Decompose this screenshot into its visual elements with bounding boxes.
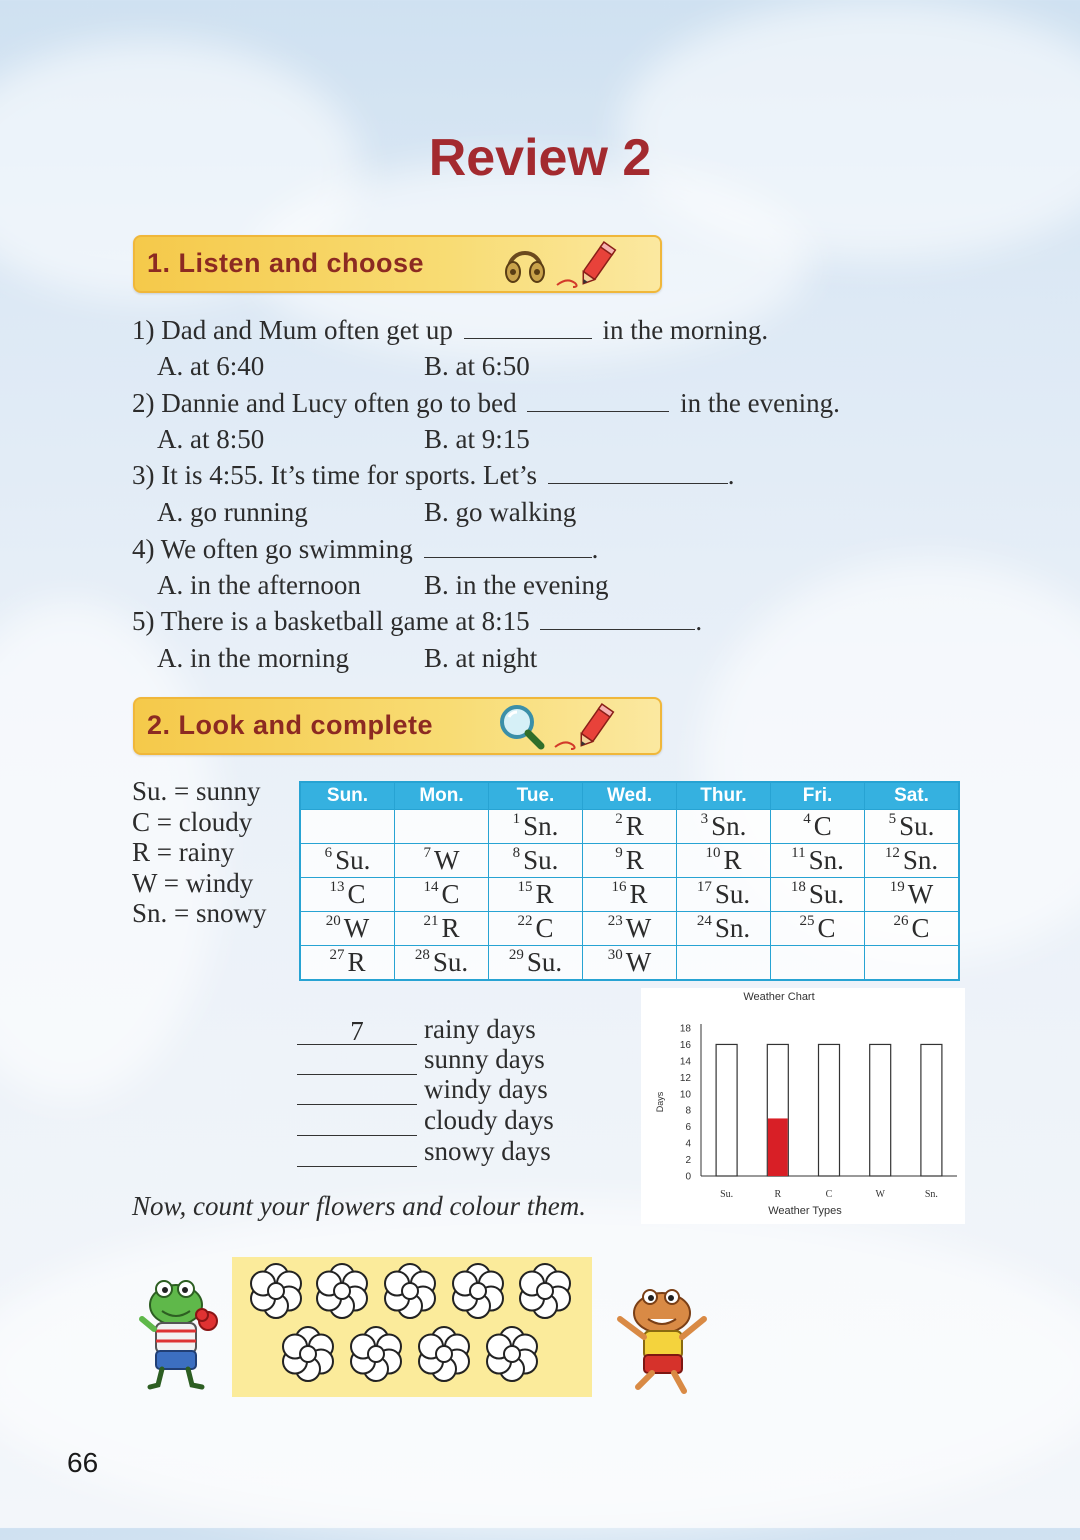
- chart-y-tick-label: 10: [679, 1089, 691, 1101]
- calendar-date: 3: [700, 811, 709, 827]
- calendar-day-header: Fri.: [771, 782, 865, 810]
- question-3-blank[interactable]: [548, 461, 728, 484]
- chart-y-tick-label: 6: [685, 1122, 691, 1134]
- calendar-cell: [583, 844, 677, 878]
- page-number: 66: [67, 1447, 99, 1478]
- calendar-weather: R: [625, 845, 644, 875]
- chart-x-tick-label: C: [825, 1189, 833, 1200]
- calendar-date: 20: [325, 913, 341, 929]
- calendar-cell: [300, 844, 395, 878]
- calendar-day-header: Sat.: [865, 782, 960, 810]
- chart-x-tick-label: Su.: [720, 1189, 734, 1200]
- question-5-option-a[interactable]: A. in the morning: [157, 643, 349, 673]
- count-answer-blank[interactable]: [297, 1046, 417, 1075]
- calendar-weather: W: [343, 913, 370, 943]
- calendar-date: 23: [607, 913, 623, 929]
- count-row-cloudy: [297, 1105, 554, 1136]
- calendar-date: 17: [696, 879, 712, 895]
- chart-x-tick-label: Sn.: [924, 1189, 938, 1200]
- chart-y-tick-label: 18: [679, 1023, 691, 1035]
- weather-calendar: [299, 781, 960, 981]
- count-label: rainy days: [424, 1014, 536, 1044]
- calendar-weather: Sn.: [714, 913, 751, 943]
- flower-icon[interactable]: [385, 1264, 435, 1318]
- question-1: [132, 315, 768, 346]
- calendar-day-header: Thur.: [677, 782, 771, 810]
- calendar-date: 6: [324, 845, 333, 861]
- calendar-header-row: [300, 782, 959, 810]
- calendar-weather: R: [629, 879, 648, 909]
- calendar-cell: [489, 810, 583, 844]
- page-title: Review 2: [428, 129, 652, 187]
- chart-bar-outline: [716, 1044, 737, 1176]
- toad-character-icon: [608, 1283, 712, 1395]
- count-row-snowy: [297, 1136, 551, 1167]
- calendar-weather: Su.: [714, 879, 751, 909]
- calendar-week-row: [300, 878, 959, 912]
- calendar-date: 15: [517, 879, 533, 895]
- question-4-option-b[interactable]: B. in the evening: [424, 570, 609, 600]
- question-2: [132, 388, 840, 419]
- calendar-date: 8: [512, 845, 521, 861]
- calendar-week-row: [300, 912, 959, 946]
- calendar-weather: R: [441, 913, 460, 943]
- question-2-stem: 2) Dannie and Lucy often go to bed: [132, 388, 517, 418]
- question-5: [132, 606, 702, 637]
- calendar-date: 25: [799, 913, 815, 929]
- section-1-banner: [133, 235, 662, 293]
- count-row-windy: [297, 1074, 548, 1105]
- count-label: windy days: [424, 1074, 548, 1104]
- question-1-option-a[interactable]: A. at 6:40: [157, 351, 265, 381]
- calendar-weather: Sn.: [808, 845, 844, 875]
- question-4-blank[interactable]: [424, 535, 592, 558]
- calendar-date: 29: [508, 947, 524, 963]
- chart-x-tick-label: R: [774, 1189, 782, 1200]
- chart-y-tick-label: 2: [685, 1155, 691, 1167]
- calendar-cell: [771, 844, 865, 878]
- calendar-cell: [865, 912, 960, 946]
- question-5-tail: .: [695, 606, 703, 636]
- calendar-cell: [300, 878, 395, 912]
- calendar-week-row: [300, 844, 959, 878]
- calendar-day-header: Wed.: [583, 782, 677, 810]
- legend-item: Su. = sunny: [132, 776, 261, 806]
- calendar-weather: Sn.: [711, 811, 747, 841]
- count-answer-blank[interactable]: 7: [297, 1016, 417, 1045]
- calendar-weather: R: [625, 811, 644, 841]
- question-3-stem: 3) It is 4:55. It’s time for sports. Let’s: [132, 460, 537, 490]
- calendar-weather: Su.: [808, 879, 845, 909]
- question-2-tail: in the evening.: [680, 388, 840, 418]
- calendar-cell: [583, 912, 677, 946]
- calendar-weather: C: [347, 879, 366, 909]
- flower-panel: [232, 1257, 592, 1397]
- calendar-date: 28: [414, 947, 430, 963]
- count-answer-blank[interactable]: [297, 1107, 417, 1136]
- calendar-date: 18: [790, 879, 806, 895]
- question-1-option-b[interactable]: B. at 6:50: [424, 351, 530, 381]
- calendar-cell: [300, 810, 395, 844]
- calendar-cell: [395, 946, 489, 981]
- question-3-option-b[interactable]: B. go walking: [424, 497, 577, 527]
- calendar-day-header: Tue.: [489, 782, 583, 810]
- section-2-heading: 2. Look and complete: [147, 710, 434, 740]
- calendar-weather: R: [535, 879, 554, 909]
- chart-x-tick-label: W: [875, 1189, 885, 1200]
- calendar-cell: [865, 946, 960, 981]
- count-row-sunny: [297, 1044, 545, 1075]
- calendar-weather: C: [813, 811, 832, 841]
- count-answer-blank[interactable]: [297, 1138, 417, 1167]
- question-4-option-a[interactable]: A. in the afternoon: [157, 570, 361, 600]
- calendar-weather: R: [347, 947, 366, 977]
- chart-y-axis-label: Days: [655, 1091, 665, 1113]
- chart-y-tick-label: 14: [679, 1056, 691, 1068]
- flower-icon[interactable]: [317, 1264, 367, 1318]
- calendar-weather: Su.: [432, 947, 469, 977]
- question-4-tail: .: [591, 534, 599, 564]
- frog-character-icon: [132, 1275, 224, 1393]
- count-label: cloudy days: [424, 1105, 554, 1135]
- calendar-date: 11: [791, 845, 806, 861]
- calendar-cell: [771, 946, 865, 981]
- calendar-date: 24: [696, 913, 712, 929]
- flower-icon[interactable]: [419, 1327, 469, 1381]
- calendar-date: 10: [705, 845, 721, 861]
- flower-icon[interactable]: [251, 1264, 301, 1318]
- calendar-week-row: [300, 946, 959, 981]
- calendar-weather: Su.: [526, 947, 563, 977]
- calendar-date: 26: [893, 913, 909, 929]
- calendar-date: 5: [888, 811, 897, 827]
- count-row-rainy: [297, 1014, 536, 1045]
- calendar-cell: [300, 912, 395, 946]
- calendar-date: 22: [517, 913, 533, 929]
- magnifier-icon: [495, 701, 547, 753]
- chart-x-axis-label: Weather Types: [768, 1205, 842, 1217]
- chart-bar-fill: [768, 1118, 788, 1176]
- weather-legend: [132, 776, 267, 929]
- question-2-blank[interactable]: [527, 389, 669, 412]
- calendar-cell: [300, 946, 395, 981]
- question-3: [132, 460, 734, 491]
- calendar-cell: [583, 946, 677, 981]
- calendar-cell: [677, 810, 771, 844]
- chart-bar-outline: [819, 1044, 840, 1176]
- calendar-cell: [677, 946, 771, 981]
- calendar-date: 2: [615, 811, 623, 827]
- calendar-weather: W: [907, 879, 934, 909]
- calendar-cell: [489, 912, 583, 946]
- chart-bar-outline: [921, 1044, 942, 1176]
- calendar-weather: C: [911, 913, 930, 943]
- calendar-weather: W: [434, 845, 460, 875]
- calendar-cell: [771, 912, 865, 946]
- count-label: snowy days: [424, 1136, 551, 1166]
- calendar-weather: Su.: [899, 811, 935, 841]
- calendar-weather: C: [535, 913, 554, 943]
- calendar-weather: C: [441, 879, 460, 909]
- calendar-weather: Sn.: [902, 845, 939, 875]
- calendar-cell: [677, 878, 771, 912]
- calendar-weather: C: [817, 913, 836, 943]
- legend-item: C = cloudy: [132, 806, 253, 837]
- question-4-stem: 4) We often go swimming: [132, 534, 413, 564]
- calendar-cell: [865, 844, 960, 878]
- calendar-cell: [583, 810, 677, 844]
- calendar-date: 19: [889, 879, 905, 895]
- calendar-weather: R: [723, 845, 742, 875]
- calendar-cell: [489, 844, 583, 878]
- chart-y-tick-label: 4: [685, 1138, 691, 1150]
- flower-icon[interactable]: [487, 1327, 537, 1381]
- calendar-body: [300, 810, 959, 981]
- question-5-stem: 5) There is a basketball game at 8:15: [132, 606, 530, 636]
- flower-instruction: Now, count your flowers and colour them.: [132, 1191, 586, 1221]
- calendar-cell: [677, 844, 771, 878]
- flower-icon[interactable]: [520, 1264, 570, 1318]
- calendar-date: 4: [803, 811, 811, 827]
- question-2-option-a[interactable]: A. at 8:50: [157, 424, 265, 454]
- section-2-banner: [133, 697, 662, 755]
- pencil-icon: [551, 699, 623, 753]
- count-answer-blank[interactable]: [297, 1076, 417, 1105]
- calendar-cell: [489, 878, 583, 912]
- calendar-cell: [771, 810, 865, 844]
- question-1-blank[interactable]: [464, 316, 592, 339]
- calendar-date: 27: [329, 947, 345, 963]
- chart-y-tick-label: 0: [685, 1171, 691, 1183]
- calendar-date: 1: [512, 811, 521, 827]
- headphones-icon: [501, 241, 549, 289]
- question-3-option-a[interactable]: A. go running: [157, 497, 308, 527]
- question-5-blank[interactable]: [540, 607, 695, 630]
- flower-icon[interactable]: [453, 1264, 503, 1318]
- section-1-heading: 1. Listen and choose: [147, 248, 425, 278]
- question-1-tail: in the morning.: [602, 315, 769, 345]
- calendar-cell: [865, 878, 960, 912]
- chart-y-tick-label: 12: [679, 1072, 691, 1084]
- calendar-date: 7: [423, 845, 431, 861]
- weather-chart: [641, 988, 965, 1224]
- chart-y-tick-label: 8: [685, 1105, 691, 1117]
- calendar-day-header: Sun.: [300, 782, 395, 810]
- calendar-date: 30: [607, 947, 623, 963]
- question-1-stem: 1) Dad and Mum often get up: [132, 315, 453, 345]
- calendar-cell: [395, 810, 489, 844]
- legend-item: W = windy: [132, 867, 254, 898]
- calendar-weather: Su.: [335, 845, 371, 875]
- flowers-svg: [232, 1257, 592, 1397]
- question-4: [132, 534, 598, 565]
- chart-y-tick-label: 16: [679, 1039, 691, 1051]
- count-label: sunny days: [424, 1044, 545, 1074]
- calendar-cell: [583, 878, 677, 912]
- calendar-cell: [489, 946, 583, 981]
- calendar-date: 16: [611, 879, 627, 895]
- flower-icon[interactable]: [283, 1327, 333, 1381]
- question-3-tail: .: [727, 460, 735, 490]
- calendar-cell: [395, 844, 489, 878]
- calendar-date: 14: [423, 879, 439, 895]
- pencil-icon: [553, 237, 625, 291]
- calendar-cell: [677, 912, 771, 946]
- calendar-cell: [771, 878, 865, 912]
- calendar-date: 12: [884, 845, 900, 861]
- calendar-date: 21: [423, 913, 439, 929]
- calendar-weather: W: [625, 913, 652, 943]
- chart-bar-outline: [870, 1044, 891, 1176]
- calendar-day-header: Mon.: [395, 782, 489, 810]
- calendar-date: 9: [615, 845, 623, 861]
- weather-chart-panel: [641, 988, 965, 1224]
- calendar-cell: [395, 878, 489, 912]
- legend-item: R = rainy: [132, 837, 235, 867]
- calendar-weather: Su.: [523, 845, 559, 875]
- flower-icon[interactable]: [351, 1327, 401, 1381]
- calendar-cell: [395, 912, 489, 946]
- question-5-option-b[interactable]: B. at night: [424, 643, 538, 673]
- legend-item: Sn. = snowy: [132, 898, 267, 928]
- question-2-option-b[interactable]: B. at 9:15: [424, 424, 530, 454]
- calendar-weather: Sn.: [523, 811, 559, 841]
- calendar-date: 13: [329, 879, 345, 895]
- calendar-cell: [865, 810, 960, 844]
- chart-title: Weather Chart: [743, 991, 815, 1003]
- calendar-weather: W: [625, 947, 652, 977]
- calendar-week-row: [300, 810, 959, 844]
